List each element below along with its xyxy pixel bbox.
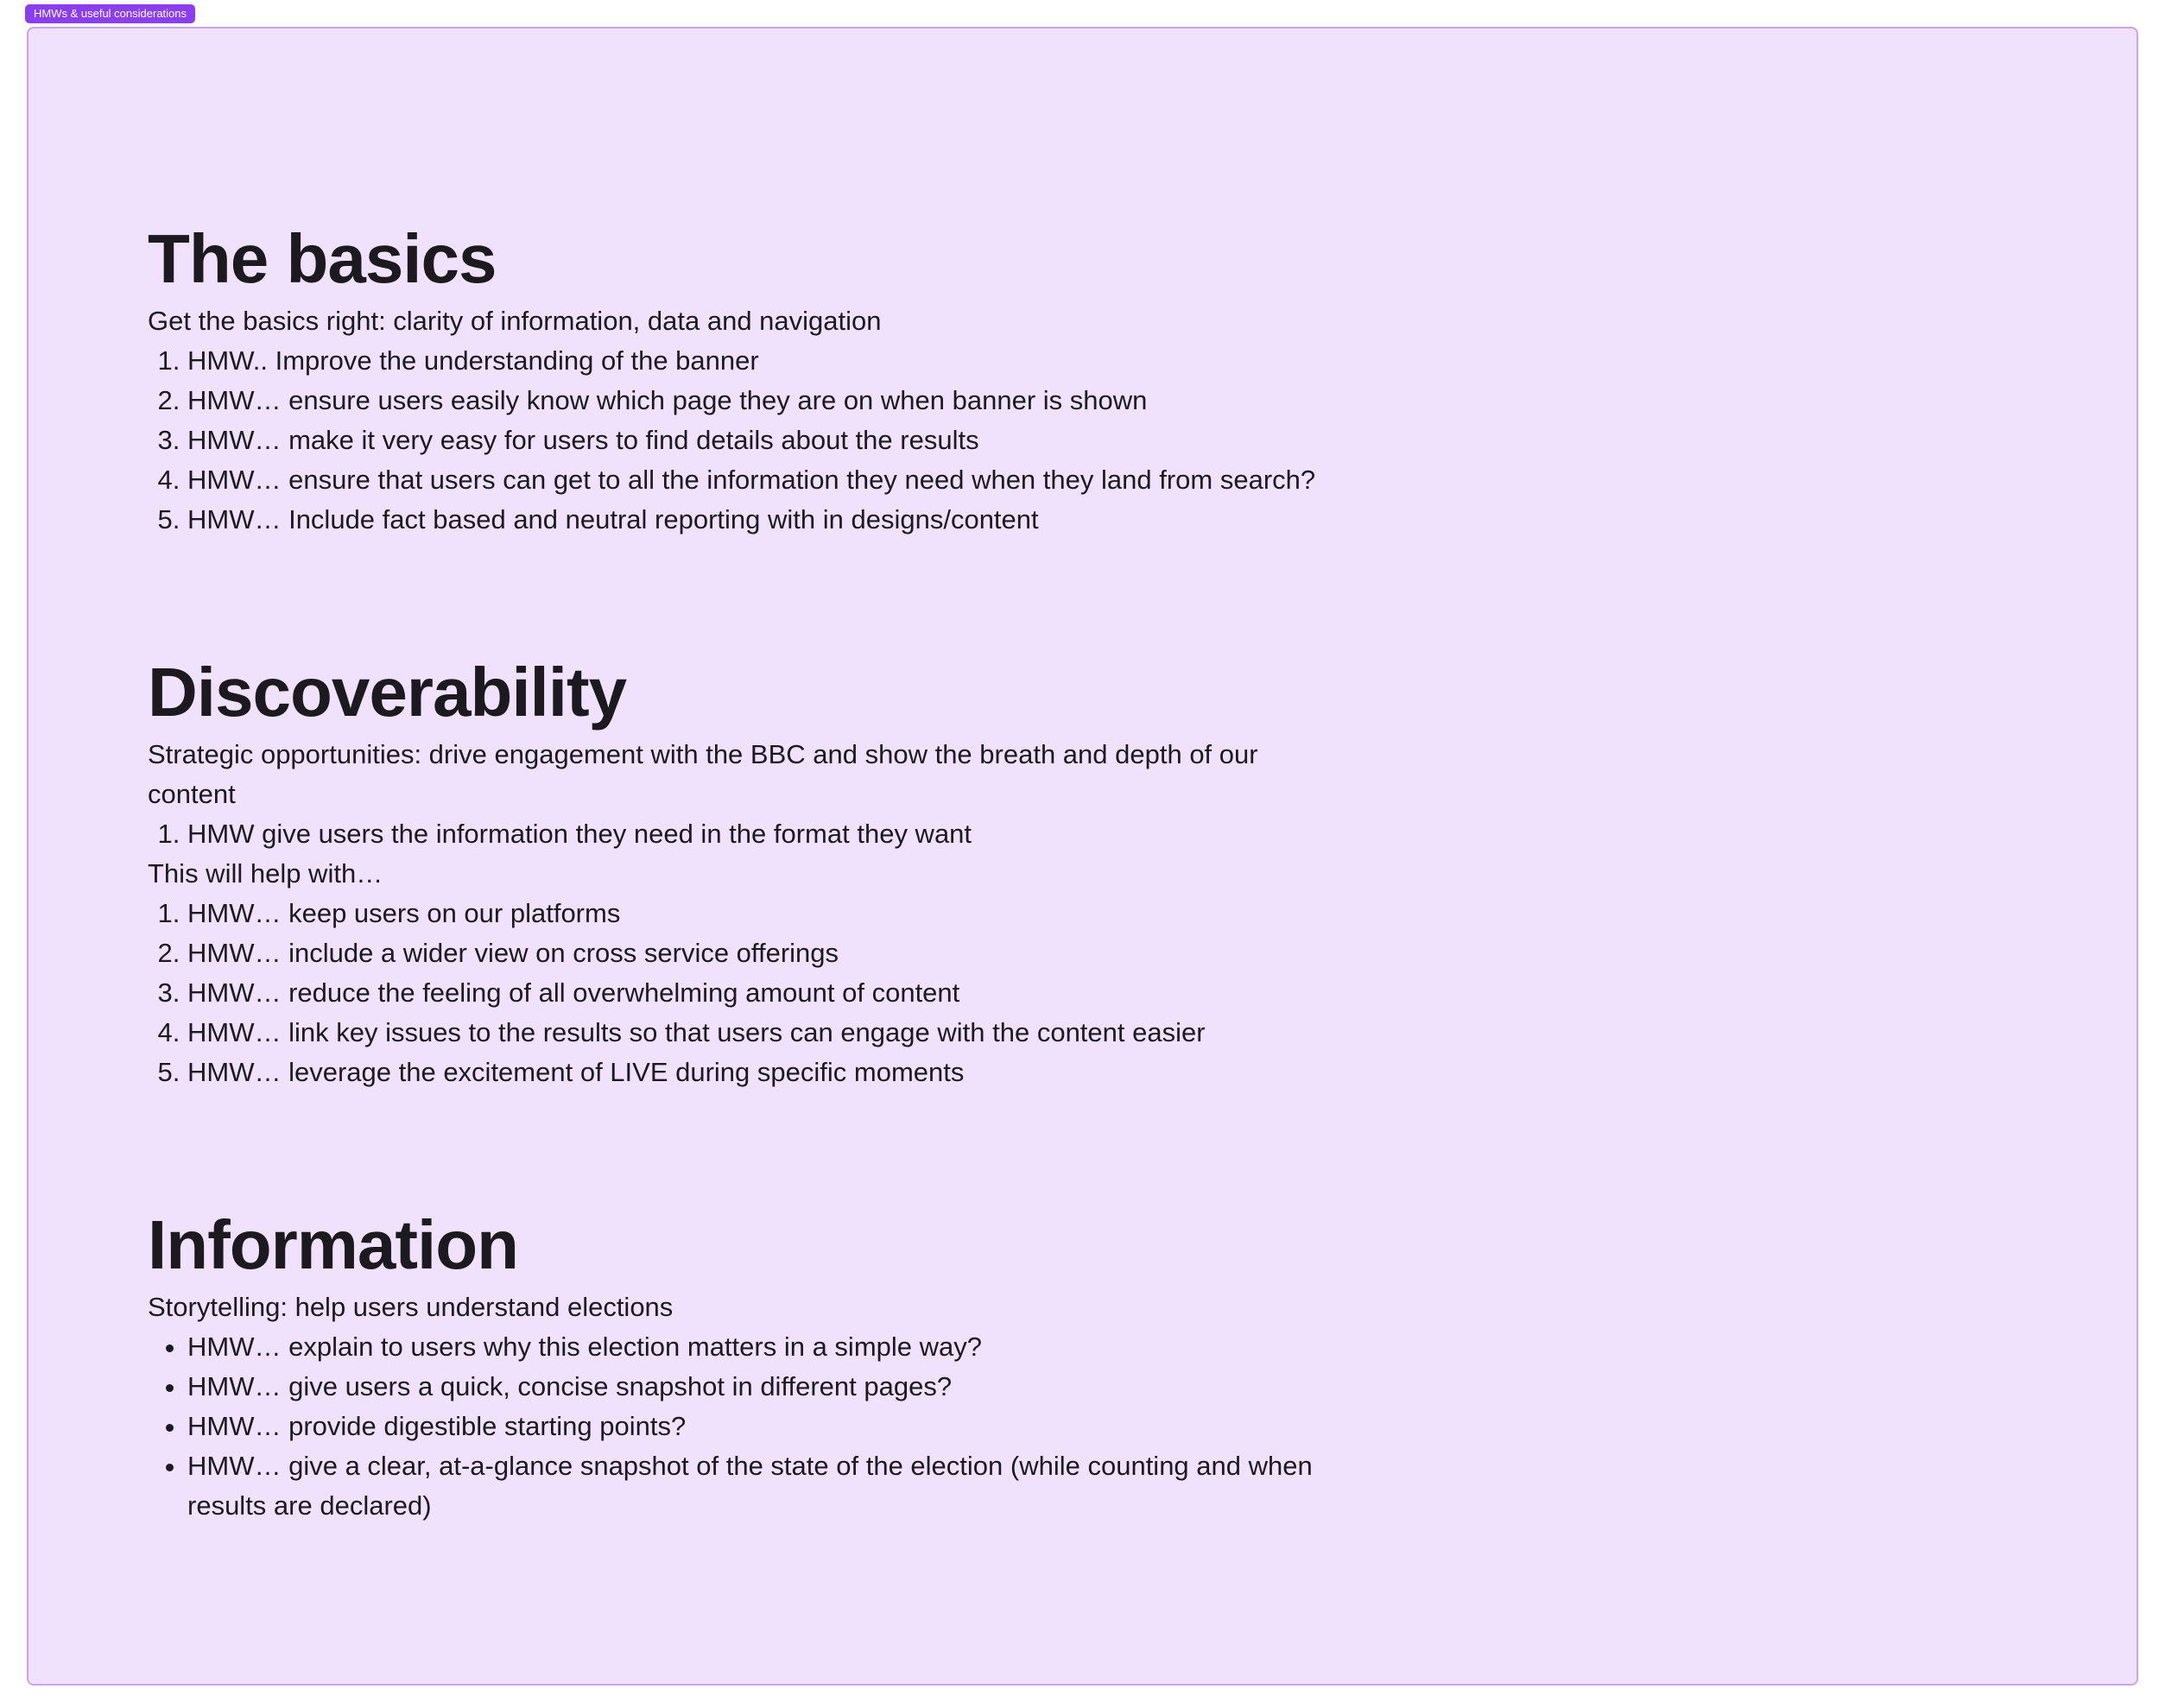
section-title: Discoverability <box>148 654 627 731</box>
list-item: 3. HMW… make it very easy for users to find details about the results <box>187 421 1348 460</box>
section-discoverability <box>148 650 1348 1092</box>
section-title: Information <box>148 1206 518 1283</box>
list-item: 2. HMW… include a wider view on cross service offerings <box>187 933 1348 973</box>
list-item: 2. HMW… ensure users easily know which page they are on when banner is shown <box>187 381 1348 421</box>
list-item: 4. HMW… link key issues to the results so that users can engage with the content easier <box>187 1013 1348 1053</box>
hmw-list <box>148 814 1348 854</box>
list-item: 3. HMW… reduce the feeling of all overwhelming amount of content <box>187 973 1348 1013</box>
list-item: 1. HMW give users the information they need in the format they want <box>187 814 1348 854</box>
list-item: 1. HMW.. Improve the understanding of the banner <box>187 341 1348 381</box>
list-item: • HMW… give users a quick, concise snapshot in different pages? <box>187 1367 1348 1407</box>
section-intro: Get the basics right: clarity of information, data and navigation <box>148 306 882 336</box>
list-item: • HMW… explain to users why this election matters in a simple way? <box>187 1327 1348 1367</box>
section-the-basics <box>148 217 1348 540</box>
section-title: The basics <box>148 220 497 297</box>
list-item: 5. HMW… Include fact based and neutral reporting with in designs/content <box>187 500 1348 540</box>
list-item: 4. HMW… ensure that users can get to all the information they need when they land from search? <box>187 460 1348 500</box>
hmw-frame[interactable] <box>27 27 2138 1686</box>
section-intro: Strategic opportunities: drive engagement with the BBC and show the breath and depth of our content <box>148 739 1258 809</box>
section-intro: Storytelling: help users understand elections <box>148 1292 674 1322</box>
list-item: • HMW… provide digestible starting points? <box>187 1407 1348 1446</box>
section-followup: This will help with… <box>148 858 383 889</box>
list-item: 5. HMW… leverage the excitement of LIVE during specific moments <box>187 1053 1348 1092</box>
section-information <box>148 1203 1348 1526</box>
followup-list <box>148 894 1348 1092</box>
list-item: • HMW… give a clear, at-a-glance snapshot of the state of the election (while counting and when results are declared) <box>187 1446 1348 1526</box>
frame-content <box>148 217 1348 1526</box>
frame-label[interactable]: HMWs & useful considerations <box>25 4 195 23</box>
hmw-list <box>148 341 1348 540</box>
hmw-bullet-list <box>148 1327 1348 1526</box>
list-item: 1. HMW… keep users on our platforms <box>187 894 1348 933</box>
